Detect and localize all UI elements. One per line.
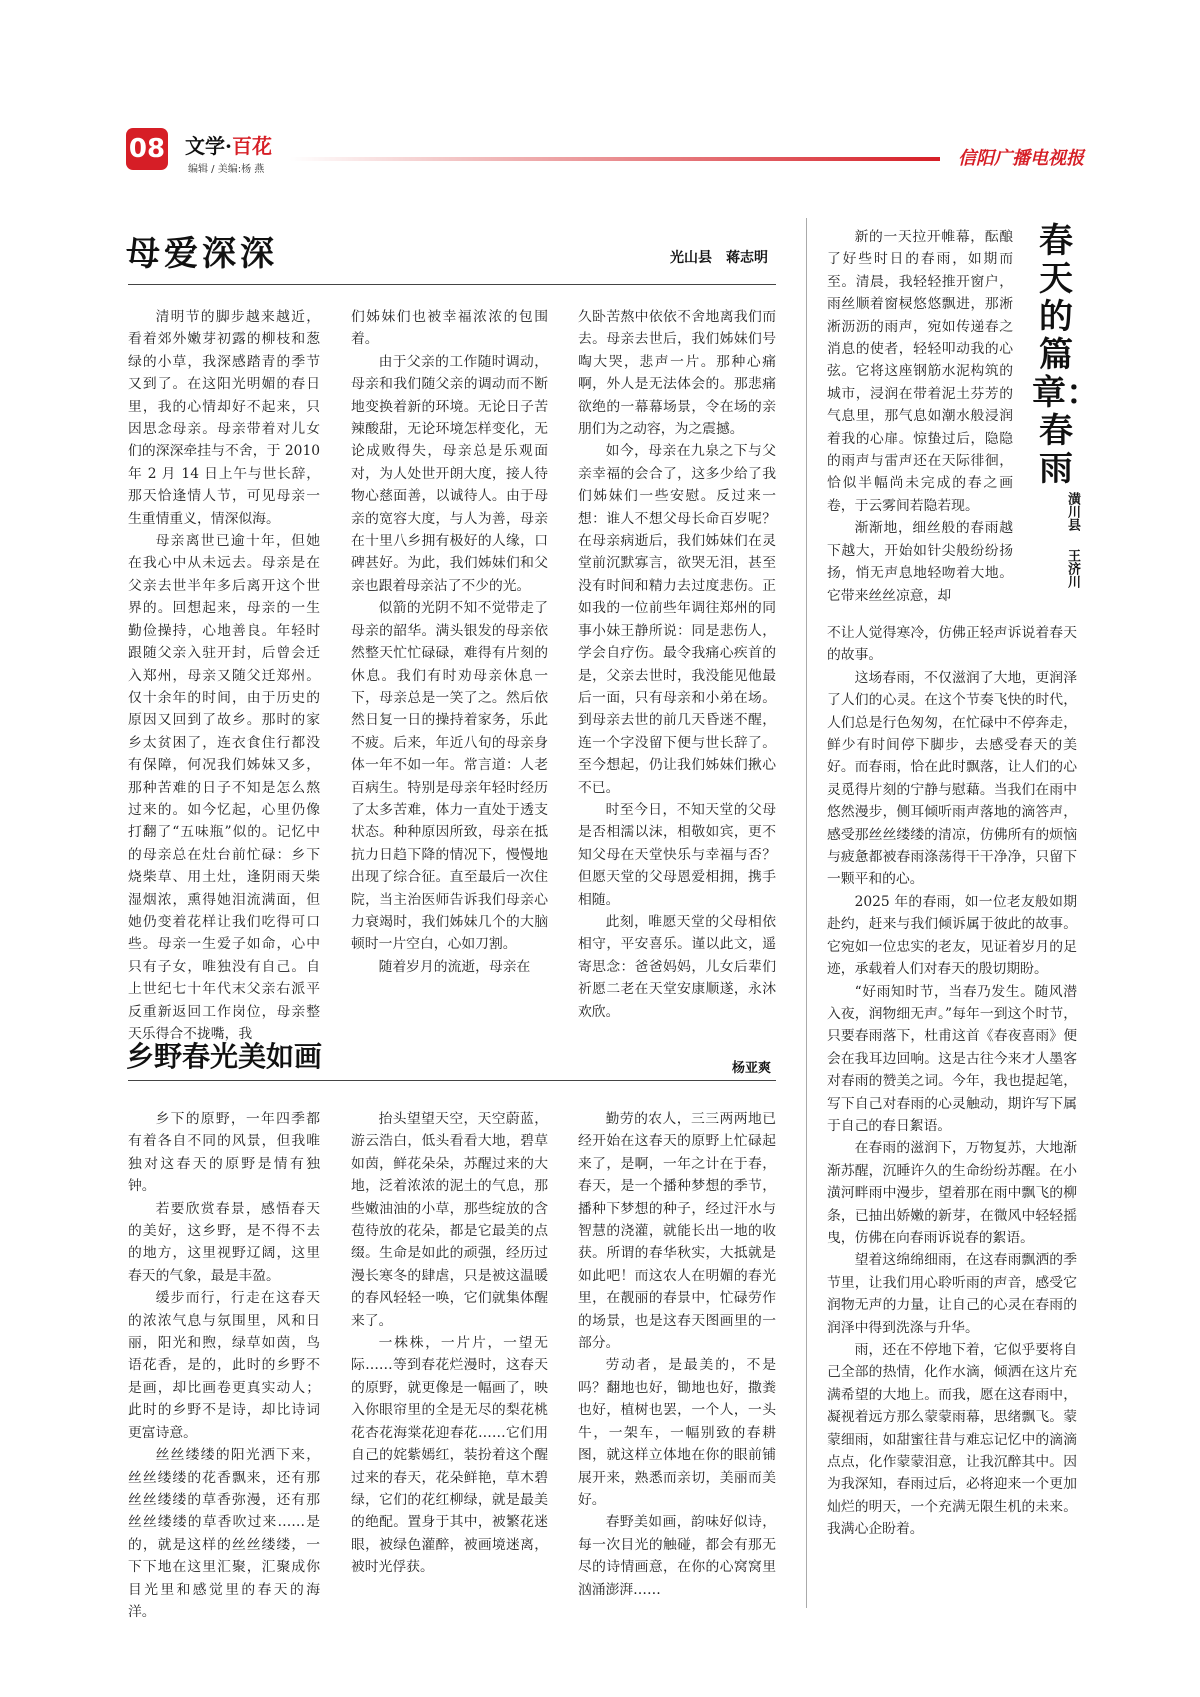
paragraph: 此刻，唯愿天堂的父母相依相守，平安喜乐。谨以此文，遥寄思念：爸爸妈妈，儿女后辈们祈愿二老在天堂安康顺遂，永沐欢欣。 bbox=[578, 913, 776, 1020]
paragraph: 随着岁月的流逝，母亲在 bbox=[378, 958, 531, 975]
paragraph: 在春雨的滋润下，万物复苏，大地渐渐苏醒，沉睡许久的生命纷纷苏醒。在小潢河畔雨中漫步，望着那在雨中飘飞的柳条，已抽出娇嫩的新芽，在微风中轻轻摇曳，仿佛在向春雨诉说春的絮语。 bbox=[827, 1140, 1077, 1246]
paragraph: 勤劳的农人，三三两两地已经开始在这春天的原野上忙碌起来了，是啊，一年之计在于春，春天，是一个播种梦想的季节，播种下梦想的种子，经过汗水与智慧的浇灌，就能长出一地的收获。所谓的春华秋实，大抵就是如此吧！而这农人在明媚的春光里，在靓丽的春景中，忙碌劳作的场景，也是这春天图画里的一部分。 bbox=[578, 1111, 776, 1352]
article2-column-1 bbox=[128, 1108, 320, 1620]
paragraph: 雨，还在不停地下着，它似乎要将自己全部的热情，化作水滴，倾洒在这片充满希望的大地上。而我，愿在这春雨中，凝视着远方那么蒙蒙雨幕，思绪飘飞。蒙蒙细雨，如甜蜜往昔与难忘记忆中的滴滴点点，化作蒙蒙泪意，让我沉醉其中。因为我深知，春雨过后，必将迎来一个更加灿烂的明天，一个充满无限生机的未来。我满心企盼着。 bbox=[827, 1342, 1077, 1538]
article3-title: 春天的篇章：春雨 bbox=[1032, 221, 1100, 489]
newspaper-name: 信阳广播电视报 bbox=[958, 148, 1084, 169]
article1-rule bbox=[128, 284, 776, 285]
article1-column-3 bbox=[578, 306, 776, 1020]
article2-column-2 bbox=[351, 1108, 548, 1608]
paragraph: 母亲离世已逾十年，但她在我心中从未远去。母亲是在父亲去世半年多后离开这个世界的。回想起来，母亲的一生勤俭操持，心地善良。年轻时跟随父亲入驻开封，后曾会迁入郑州，母亲又随父迁郑州。仅十余年的时间，由于历史的原因又回到了故乡。那时的家乡太贫困了，连衣食住行都没有保障，何况我们姊妹又多，那种苦难的日子不知是怎么熬过来的。如今忆起，心里仍像打翻了“五味瓶”似的。记忆中的母亲总在灶台前忙碌：乡下烧柴草、用土灶，逢阴雨天柴湿烟浓，熏得她泪流满面，但她仍变着花样让我们吃得可口些。母亲一生爱子如命，心中只有子女，唯独没有自己。自上世纪七十年代末父亲右派平反重新返回工作岗位，母亲整天乐得合不拢嘴，我 bbox=[128, 533, 320, 1042]
paragraph: 似箭的光阴不知不觉带走了母亲的韶华。满头银发的母亲依然整天忙忙碌碌，难得有片刻的休息。我们有时劝母亲休息一下，母亲总是一笑了之。然后依然日复一日的操持着家务，乐此不疲。后来，年近八旬的母亲身体一年不如一年。常言道：人老百病生。特别是母亲年轻时经历了太多苦难，体力一直处于透支状态。种种原因所致，母亲在抵抗力日趋下降的情况下，慢慢地出现了综合征。直至最后一次住院，当主治医师告诉我们母亲心力衰竭时，我们姊妹几个的大脑顿时一片空白，心如刀割。 bbox=[351, 600, 548, 953]
paragraph: 望着这绵绵细雨，在这春雨飘洒的季节里，让我们用心聆听雨的声音，感受它润物无声的力量，让自己的心灵在春雨的润泽中得到洗涤与升华。 bbox=[827, 1252, 1077, 1336]
section-highlight: 百花 bbox=[231, 134, 272, 158]
paragraph: 春野美如画，韵味好似诗，每一次目光的触碰，都会有那无尽的诗情画意，在你的心窝窝里汹涌澎湃…… bbox=[578, 1514, 776, 1598]
paragraph: 乡下的原野，一年四季都有着各自不同的风景，但我唯独对这春天的原野是情有独钟。 bbox=[128, 1111, 320, 1195]
section-title bbox=[185, 130, 272, 159]
page-number-badge: 08 bbox=[126, 128, 168, 170]
header-rule bbox=[290, 157, 940, 161]
paragraph: 渐渐地，细丝般的春雨越下越大，开始如针尖般纷纷扬扬，悄无声息地轻吻着大地。它带来丝丝凉意，却 bbox=[827, 520, 1013, 604]
paragraph: 2025 年的春雨，如一位老友般如期赴约，赶来与我们倾诉属于彼此的故事。它宛如一位忠实的老友，见证着岁月的足迹，承载着人们对春天的殷切期盼。 bbox=[827, 893, 1077, 978]
paragraph: 这场春雨，不仅滋润了大地，更润泽了人们的心灵。在这个节奏飞快的时代，人们总是行色匆匆，在忙碌中不停奔走，鲜少有时间停下脚步，去感受春天的美好。而春雨，恰在此时飘落，让人们的心灵觅得片刻的宁静与慰藉。当我们在雨中悠然漫步，侧耳倾听雨声落地的滴答声，感受那丝丝缕缕的清凉，仿佛所有的烦恼与疲惫都被春雨涤荡得干干净净，只留下一颗平和的心。 bbox=[827, 669, 1077, 888]
author-county: 潢川县 bbox=[1065, 492, 1080, 531]
editor-credit: 编辑 / 美编:杨 燕 bbox=[188, 164, 265, 175]
paragraph: 不让人觉得寒冷，仿佛正轻声诉说着春天的故事。 bbox=[827, 625, 1077, 664]
paragraph: 丝丝缕缕的阳光洒下来，丝丝缕缕的花香飘来，还有那丝丝缕缕的草香弥漫，还有那丝丝缕缕的草香吹过来……是的，就是这样的丝丝缕缕，一下下地在这里汇聚，汇聚成你目光里和感觉里的春天的海洋。 bbox=[128, 1447, 320, 1620]
article2-rule bbox=[128, 1080, 776, 1081]
paragraph: “好雨知时节，当春乃发生。随风潜入夜，润物细无声。”每年一到这个时节，只要春雨落下，杜甫这首《春夜喜雨》便会在我耳边回响。这是古往今来才人墨客对春雨的赞美之词。今年，我也提起笔，写下自己对春雨的心灵触动，期许写下属于自己的春日絮语。 bbox=[827, 983, 1077, 1134]
author-name: 王济川 bbox=[1065, 549, 1080, 588]
article2-byline: 杨亚爽 bbox=[732, 1061, 772, 1076]
article3-intro bbox=[827, 226, 1013, 616]
section-prefix: 文学· bbox=[185, 134, 232, 158]
paragraph: 由于父亲的工作随时调动，母亲和我们随父亲的调动而不断地变换着新的环境。无论日子苦辣酸甜，无论环境怎样变化，无论成败得失，母亲总是乐观面对，为人处世开朗大度，接人待物心慈面善，以诚待人。由于母亲的宽容大度，与人为善，母亲在十里八乡拥有极好的人缘，口碑甚好。为此，我们姊妹们和父亲也跟着母亲沾了不少的光。 bbox=[351, 353, 548, 594]
article1-column-1 bbox=[128, 306, 320, 1042]
paragraph: 时至今日，不知天堂的父母是否相濡以沫，相敬如宾，更不知父母在天堂快乐与幸福与否？但愿天堂的父母恩爱相拥，携手相随。 bbox=[578, 801, 776, 908]
article2-column-3 bbox=[578, 1108, 776, 1608]
article3-byline bbox=[1032, 492, 1080, 588]
paragraph: 抬头望望天空，天空蔚蓝，游云浩白，低头看看大地，碧草如茵，鲜花朵朵，苏醒过来的大地，泛着浓浓的泥土的气息，那些嫩油油的小草，那些绽放的含苞待放的花朵，都是它最美的点缀。生命是如此的顽强，经历过漫长寒冬的肆虐，只是被这温暖的春风轻轻一唤，它们就集体醒来了。 bbox=[351, 1111, 548, 1329]
paragraph: 久卧苦熬中依依不舍地离我们而去。母亲去世后，我们姊妹们号啕大哭，悲声一片。那种心痛啊，外人是无法体会的。那悲痛欲绝的一幕幕场景，令在场的亲朋们为之动容，为之震撼。 bbox=[578, 309, 776, 438]
article1-byline: 光山县 蒋志明 bbox=[670, 250, 768, 266]
paragraph: 新的一天拉开帷幕，酝酿了好些时日的春雨，如期而至。清晨，我轻轻推开窗户，雨丝顺着窗棂悠悠飘进，那淅淅沥沥的雨声，宛如传递春之消息的使者，轻轻叩动我的心弦。它将这座钢筋水泥构筑的城市，浸润在带着泥土芬芳的气息里，那气息如潮水般浸润着我的心扉。惊蛰过后，隐隐的雨声与雷声还在天际徘徊，恰似半幅尚未完成的春之画卷，于云雾间若隐若现。 bbox=[827, 229, 1013, 514]
paragraph: 如今，母亲在九泉之下与父亲幸福的会合了，这多少给了我们姊妹们一些安慰。反过来一想：谁人不想父母长命百岁呢？在母亲病逝后，我们姊妹们在灵堂前沉默寡言，欲哭无泪，甚至没有时间和精力去过度悲伤。正如我的一位前些年调往郑州的同事小妹王静所说：同是悲伤人，学会自疗伤。最令我痛心疾首的是，父亲去世时，我没能见他最后一面，只有母亲和小弟在场。到母亲去世的前几天昏迷不醒，连一个字没留下便与世长辞了。至今想起，仍让我们姊妹们揪心不已。 bbox=[578, 443, 776, 796]
article1-column-2 bbox=[351, 306, 548, 1006]
paragraph: 清明节的脚步越来越近，看着郊外嫩芽初露的柳枝和葱绿的小草，我深感踏青的季节又到了。在这阳光明媚的春日里，我的心情却好不起来，只因思念母亲。母亲带着对儿女们的深深牵挂与不舍，于 2010 年 2 月 14 日上午与世长辞，那天恰逢情人节，可见母亲一生重情重义，情深似海。 bbox=[128, 309, 320, 527]
paragraph: 若要欣赏春景，感悟春天的美好，这乡野，是不得不去的地方，这里视野辽阔，这里春天的气象，最是丰盈。 bbox=[128, 1200, 320, 1284]
column-divider bbox=[806, 218, 807, 1608]
article2-title: 乡野春光美如画 bbox=[126, 1040, 323, 1073]
article1-title: 母爱深深 bbox=[126, 234, 278, 274]
paragraph: 缓步而行，行走在这春天的浓浓气息与氛围里，风和日丽，阳光和煦，绿草如茵，鸟语花香，是的，此时的乡野不是画，却比画卷更真实动人；此时的乡野不是诗，却比诗词更富诗意。 bbox=[128, 1290, 320, 1441]
paragraph: 一株株，一片片，一望无际……等到春花烂漫时，这春天的原野，就更像是一幅画了，映入你眼帘里的全是无尽的梨花桃花杏花海棠花迎春花……它们用自己的姹紫嫣红，装扮着这个醒过来的春天，花朵鲜艳，草木碧绿，它们的花红柳绿，就是最美的绝配。置身于其中，被繁花迷眼，被绿色灌醉，被画境迷离，被时光俘获。 bbox=[351, 1335, 548, 1576]
paragraph: 劳动者，是最美的，不是吗？翻地也好，锄地也好，撒粪也好，植树也罢，一个人，一头牛，一架车，一幅别致的春耕图，就这样立体地在你的眼前铺展开来，熟悉而亲切，美丽而美好。 bbox=[578, 1357, 776, 1508]
article3-body bbox=[827, 622, 1077, 1612]
paragraph: 们姊妹们也被幸福浓浓的包围着。 bbox=[351, 309, 548, 348]
